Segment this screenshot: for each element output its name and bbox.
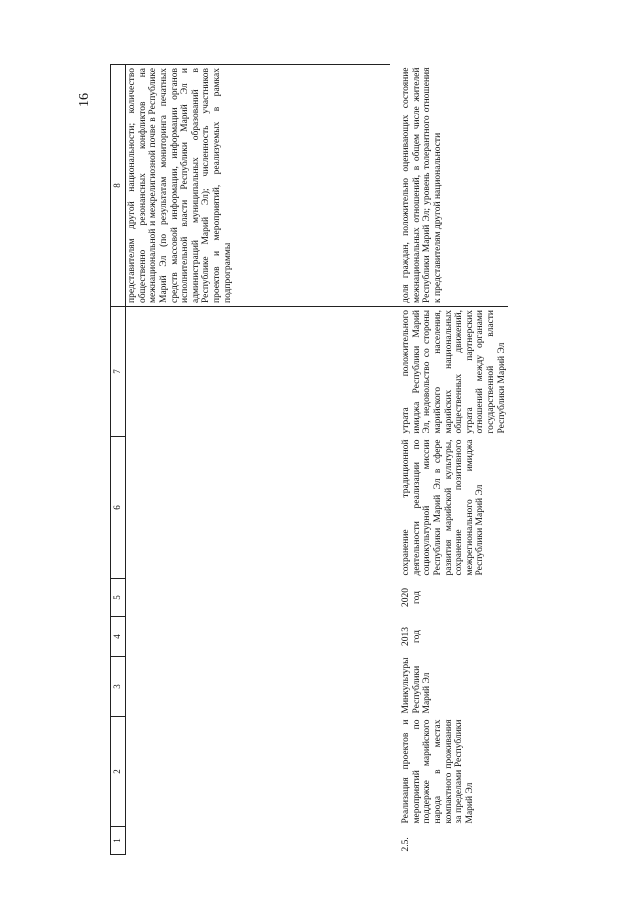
column-number-header-row	[111, 65, 126, 855]
continued-cell-empty	[126, 579, 391, 617]
program-table	[110, 64, 508, 855]
column-header-4: 4	[111, 617, 126, 657]
continued-cell-empty	[126, 437, 391, 579]
end-year: 2020 год	[401, 588, 422, 607]
column-header-1: 1	[111, 827, 126, 855]
continued-cell-empty	[126, 827, 391, 855]
table-row-2-5	[400, 65, 508, 855]
continued-cell-empty	[126, 657, 391, 717]
column-header-5: 5	[111, 579, 126, 617]
column-header-7: 7	[111, 307, 126, 437]
measure-name: Реализация проектов и мероприятий по поддержке марийского народа в местах компактного проживания за пределами Республики Марий Эл	[401, 719, 475, 824]
column-header-8: 8	[111, 65, 126, 307]
table-rotation-frame	[110, 65, 585, 855]
column-header-3: 3	[111, 657, 126, 717]
page-number: 16	[77, 93, 92, 107]
column-header-2: 2	[111, 717, 126, 827]
row-separator	[390, 65, 400, 855]
rotated-table-area	[110, 65, 585, 855]
row-number: 2.5.	[401, 837, 411, 852]
related-indicators: доля граждан, положительно оценивающих состояние межнациональных отношений, в общем числе жителей Республики Марий Эл; уровень толерантного отношения к представителям другой национальности	[400, 65, 508, 307]
continued-cell-empty	[126, 617, 391, 657]
non-implementation-consequences: утрата положительного имиджа Республики Марий Эл, недовольство со стороны марийского населения, марийских национальных общественных движений, утрата партнерских отношений между органами государственной власти Республики Марий Эл	[401, 310, 507, 434]
executor: Минкультуры Республики Марий Эл	[401, 657, 433, 714]
continued-row	[126, 65, 391, 855]
continued-indicators-cell: представителям другой национальности; количество общественно резонансных конфликтов на межнациональной и межрелигиозной почве в Республике Марий Эл (по результатам мониторинга печатных средств массовой информации, информации органов исполнительной власти Республики Марий Эл и администраций муниципальных образований в Республике Марий Эл); численность участников проектов и мероприятий, реализуемых в рамках подпрограммы	[126, 65, 391, 307]
continued-cell-empty	[126, 717, 391, 827]
start-year: 2013 год	[401, 627, 422, 646]
column-header-6: 6	[111, 437, 126, 579]
continued-cell-empty	[126, 307, 391, 437]
expected-result: сохранение традиционной деятельности реализации по социокультурной миссии Республики Марий Эл в сфере развития марийской культуры, сохранение позитивного межрегионального имиджа Республики Марий Эл	[401, 439, 486, 576]
